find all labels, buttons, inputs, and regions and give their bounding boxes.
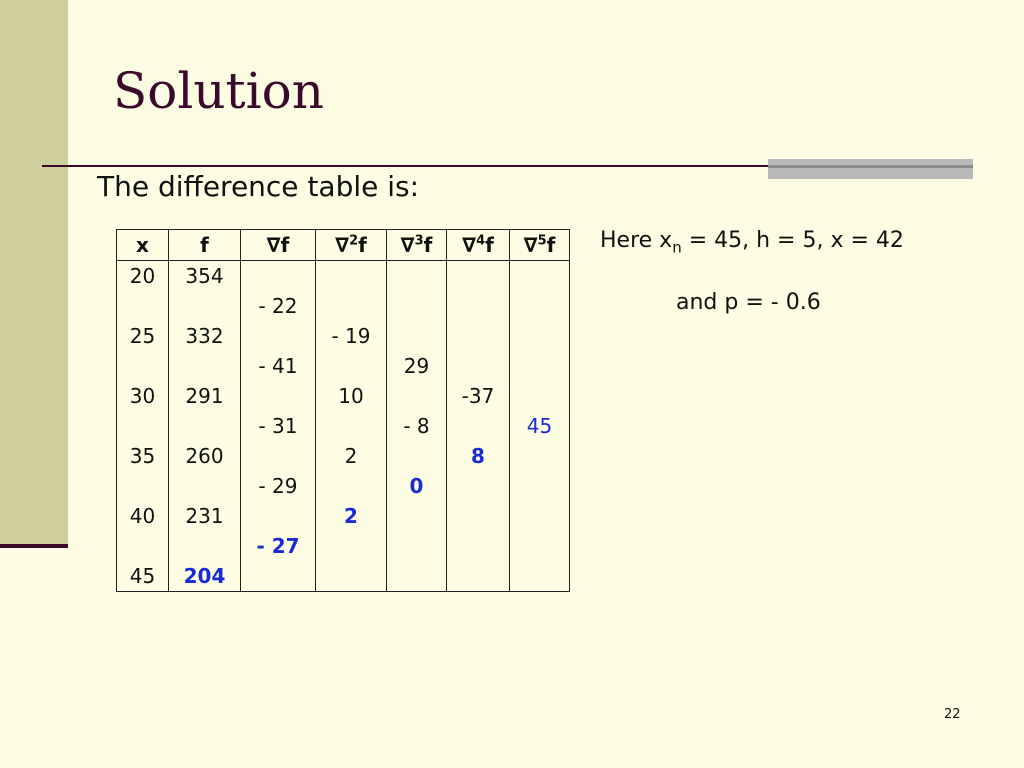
cell-d5-highlight: 45 bbox=[510, 411, 570, 441]
left-band-underline bbox=[0, 544, 68, 548]
cell-d4 bbox=[447, 561, 510, 592]
given-values-note: Here $x_n = 45$, h = 5, x = 42 bbox=[600, 228, 904, 257]
cell-x bbox=[117, 351, 169, 381]
cell-f: 260 bbox=[169, 441, 241, 471]
left-decorative-band bbox=[0, 0, 68, 546]
cell-x: 35 bbox=[117, 441, 169, 471]
cell-d3 bbox=[387, 321, 447, 351]
cell-f: 231 bbox=[169, 501, 241, 531]
cell-d2 bbox=[316, 291, 387, 321]
cell-d1 bbox=[241, 381, 316, 411]
cell-d4 bbox=[447, 531, 510, 561]
cell-d5 bbox=[510, 321, 570, 351]
cell-f: 354 bbox=[169, 261, 241, 292]
cell-d1 bbox=[241, 561, 316, 592]
cell-d1: - 31 bbox=[241, 411, 316, 441]
table-row bbox=[117, 531, 570, 561]
cell-d5 bbox=[510, 381, 570, 411]
slide-title: Solution bbox=[113, 62, 324, 120]
cell-f bbox=[169, 411, 241, 441]
cell-d2 bbox=[316, 531, 387, 561]
header-x: x bbox=[117, 230, 169, 261]
cell-d5 bbox=[510, 291, 570, 321]
cell-d3 bbox=[387, 291, 447, 321]
cell-d2 bbox=[316, 261, 387, 292]
slide-subtitle: The difference table is: bbox=[97, 170, 420, 203]
cell-x: 25 bbox=[117, 321, 169, 351]
cell-d3-highlight: 0 bbox=[387, 471, 447, 501]
cell-d2 bbox=[316, 411, 387, 441]
cell-d1 bbox=[241, 501, 316, 531]
title-rule-accent-line bbox=[768, 165, 973, 168]
cell-x: 30 bbox=[117, 381, 169, 411]
cell-d5 bbox=[510, 441, 570, 471]
cell-f bbox=[169, 531, 241, 561]
cell-d4 bbox=[447, 291, 510, 321]
table-row bbox=[117, 261, 570, 292]
cell-d4 bbox=[447, 501, 510, 531]
table-row bbox=[117, 471, 570, 501]
cell-d2 bbox=[316, 561, 387, 592]
cell-x: 20 bbox=[117, 261, 169, 292]
header-nabla-f: ∇f bbox=[241, 230, 316, 261]
cell-d3: 29 bbox=[387, 351, 447, 381]
cell-d1: - 29 bbox=[241, 471, 316, 501]
cell-d4 bbox=[447, 351, 510, 381]
header-nabla3-f: ∇$^3$f bbox=[387, 230, 447, 261]
cell-f bbox=[169, 351, 241, 381]
cell-d2: 2 bbox=[316, 441, 387, 471]
cell-d2-highlight: 2 bbox=[316, 501, 387, 531]
cell-d1-highlight: - 27 bbox=[241, 531, 316, 561]
cell-x bbox=[117, 531, 169, 561]
table-row bbox=[117, 321, 570, 351]
table-row bbox=[117, 561, 570, 592]
header-nabla4-f: ∇$^4$f bbox=[447, 230, 510, 261]
table-row bbox=[117, 351, 570, 381]
cell-x: 45 bbox=[117, 561, 169, 592]
title-rule-accent bbox=[768, 159, 973, 179]
difference-table bbox=[116, 229, 570, 592]
cell-f: 332 bbox=[169, 321, 241, 351]
p-value-note: and p = - 0.6 bbox=[676, 290, 821, 315]
cell-d1 bbox=[241, 261, 316, 292]
cell-d4 bbox=[447, 411, 510, 441]
cell-d1: - 22 bbox=[241, 291, 316, 321]
table-row bbox=[117, 411, 570, 441]
cell-d3 bbox=[387, 261, 447, 292]
header-nabla5-f: ∇$^5$f bbox=[510, 230, 570, 261]
table-header-row bbox=[117, 230, 570, 261]
cell-d5 bbox=[510, 261, 570, 292]
cell-d3 bbox=[387, 381, 447, 411]
cell-d2: - 19 bbox=[316, 321, 387, 351]
cell-d1: - 41 bbox=[241, 351, 316, 381]
cell-d1 bbox=[241, 321, 316, 351]
difference-table-container bbox=[116, 229, 570, 592]
cell-d4-highlight: 8 bbox=[447, 441, 510, 471]
cell-x bbox=[117, 471, 169, 501]
table-row bbox=[117, 501, 570, 531]
cell-d4: -37 bbox=[447, 381, 510, 411]
cell-x bbox=[117, 291, 169, 321]
cell-f: 291 bbox=[169, 381, 241, 411]
cell-d4 bbox=[447, 471, 510, 501]
cell-d4 bbox=[447, 261, 510, 292]
cell-d3 bbox=[387, 561, 447, 592]
cell-d5 bbox=[510, 471, 570, 501]
cell-x: 40 bbox=[117, 501, 169, 531]
header-nabla2-f: ∇$^2$f bbox=[316, 230, 387, 261]
table-row bbox=[117, 291, 570, 321]
cell-d3 bbox=[387, 531, 447, 561]
cell-d5 bbox=[510, 501, 570, 531]
cell-d5 bbox=[510, 531, 570, 561]
cell-d3 bbox=[387, 501, 447, 531]
cell-d2 bbox=[316, 471, 387, 501]
cell-x bbox=[117, 411, 169, 441]
cell-d3: - 8 bbox=[387, 411, 447, 441]
cell-f-highlight: 204 bbox=[169, 561, 241, 592]
cell-d4 bbox=[447, 321, 510, 351]
cell-f bbox=[169, 471, 241, 501]
cell-d3 bbox=[387, 441, 447, 471]
table-row bbox=[117, 381, 570, 411]
cell-d2 bbox=[316, 351, 387, 381]
cell-d2: 10 bbox=[316, 381, 387, 411]
table-row bbox=[117, 441, 570, 471]
page-number: 22 bbox=[944, 707, 961, 722]
cell-d1 bbox=[241, 441, 316, 471]
cell-d5 bbox=[510, 351, 570, 381]
cell-f bbox=[169, 291, 241, 321]
header-f: f bbox=[169, 230, 241, 261]
cell-d5 bbox=[510, 561, 570, 592]
